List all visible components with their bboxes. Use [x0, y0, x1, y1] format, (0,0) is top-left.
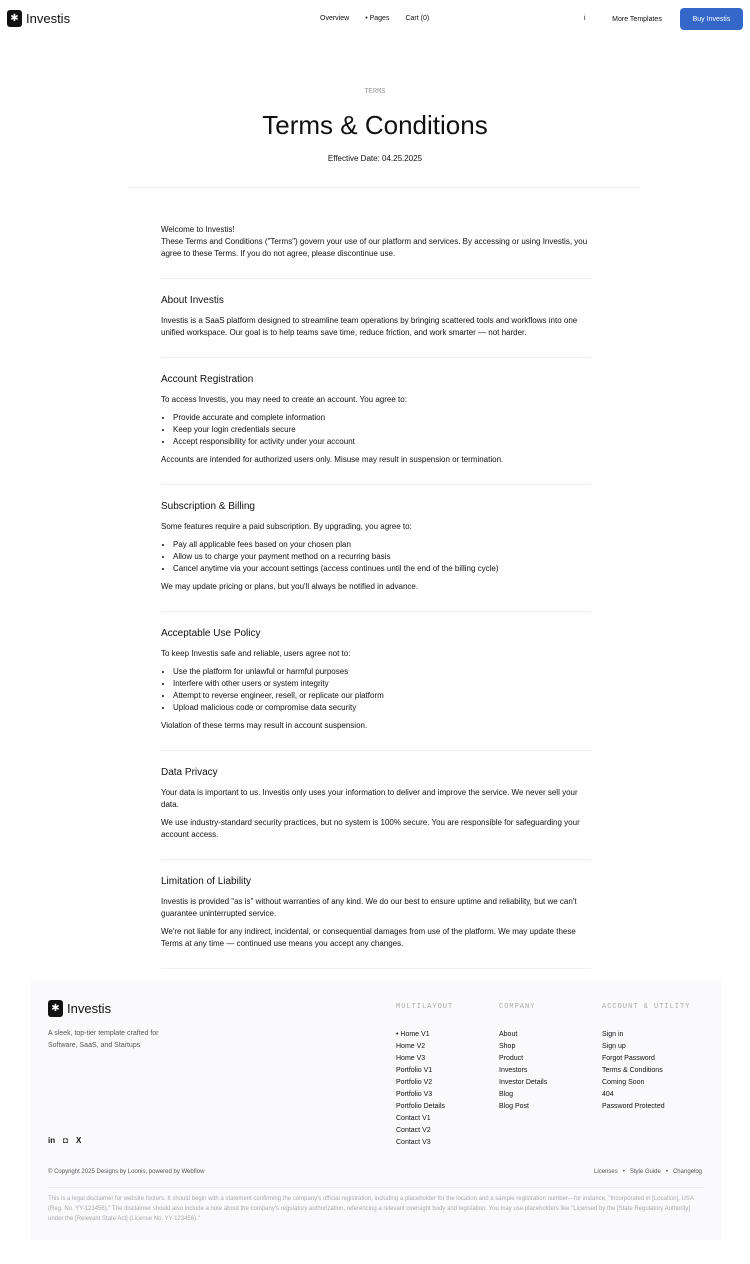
- list-item: • Attempt to reverse engineer, resell, or replicate our platform: [173, 690, 591, 702]
- footer-link-label: Contact V2: [396, 1127, 431, 1134]
- footer-column: [602, 1001, 690, 1113]
- section-lead: To access Investis, you may need to create an account. You agree to:: [161, 395, 407, 404]
- section-title: Limitation of Liability: [161, 876, 252, 887]
- list-item: • Provide accurate and complete information: [173, 412, 591, 424]
- nav-overview[interactable]: Overview: [320, 15, 350, 22]
- footer-link-label: Blog Post: [499, 1103, 529, 1110]
- section-paragraph: Investis is provided "as is" without warranties of any kind. We do our best to ensure uptime and reliability, but we can't guarantee uninterrupted service.: [161, 897, 577, 918]
- terms-section: [161, 485, 591, 612]
- section-title: Data Privacy: [161, 767, 218, 778]
- footer-link-label: Home V3: [396, 1055, 426, 1062]
- list-item: • Interfere with other users or system integrity: [173, 678, 591, 690]
- footer-link[interactable]: [602, 1089, 690, 1101]
- footer-link-label: Forgot Password: [602, 1055, 655, 1062]
- terms-content: [150, 224, 602, 969]
- info-button[interactable]: i: [584, 15, 586, 22]
- list-item: • Use the platform for unlawful or harmful purposes: [173, 666, 591, 678]
- section-paragraph: Investis is a SaaS platform designed to streamline team operations by bringing scattered tools and workflows into one unified workspace. Our goal is to help teams save time, reduce friction, and work smarter — not harder.: [161, 316, 578, 337]
- footer-link[interactable]: [602, 1041, 690, 1053]
- legal-links: [594, 1169, 702, 1175]
- footer-link-label: About: [499, 1031, 518, 1038]
- x-icon[interactable]: X: [75, 1136, 82, 1145]
- footer-link[interactable]: [396, 1125, 453, 1137]
- licenses-link[interactable]: Licenses: [594, 1169, 618, 1175]
- terms-section: [161, 358, 591, 485]
- section-note: Accounts are intended for authorized users only. Misuse may result in suspension or termination.: [161, 455, 504, 464]
- list-item: • Pay all applicable fees based on your chosen plan: [173, 539, 591, 551]
- section-note: Violation of these terms may result in account suspension.: [161, 721, 368, 730]
- top-nav: [0, 0, 750, 38]
- footer-link-label: Blog: [499, 1091, 514, 1098]
- footer-link[interactable]: [396, 1077, 453, 1089]
- section-paragraph: We're not liable for any indirect, incidental, or consequential damages from use of the platform. We may update these Terms at any time — continued use means you accept any changes.: [161, 927, 576, 948]
- terms-section: [161, 751, 591, 860]
- footer-link-label: Terms & Conditions: [602, 1067, 663, 1074]
- instagram-icon[interactable]: ◘: [63, 1136, 68, 1145]
- footer-link[interactable]: [499, 1029, 547, 1041]
- list-item: • Upload malicious code or compromise data security: [173, 702, 591, 714]
- footer-link-label: Contact V3: [396, 1139, 431, 1146]
- footer-link[interactable]: [499, 1101, 547, 1113]
- section-title: Acceptable Use Policy: [161, 628, 261, 639]
- welcome: Welcome to Investis!: [161, 225, 235, 234]
- footer-link-label: Home V2: [396, 1043, 426, 1050]
- footer-link[interactable]: [396, 1089, 453, 1101]
- list-item: • Allow us to charge your payment method on a recurring basis: [173, 551, 591, 563]
- brand-name: Investis: [26, 11, 71, 26]
- intro-text: These Terms and Conditions ("Terms") govern your use of our platform and services. By accessing or using Investis, you agree to these Terms. If you do not agree, please discontinue use.: [161, 237, 588, 258]
- footer-link[interactable]: [602, 1029, 690, 1041]
- footer-link[interactable]: [602, 1065, 690, 1077]
- section-title: Account Registration: [161, 374, 254, 385]
- footer: [30, 980, 722, 1240]
- list-item: • Accept responsibility for activity under your account: [173, 436, 591, 448]
- footer-link[interactable]: [396, 1065, 453, 1077]
- terms-section: [161, 612, 591, 751]
- footer-link-label: Sign in: [602, 1031, 624, 1038]
- social-links: [48, 1136, 81, 1145]
- footer-column-title: MULTILAYOUT: [396, 1003, 454, 1011]
- footer-link[interactable]: [396, 1113, 453, 1125]
- buy-button[interactable]: Buy Investis: [680, 8, 743, 30]
- changelog-link[interactable]: Changelog: [672, 1169, 702, 1175]
- footer-column: [499, 1001, 547, 1113]
- section-lead: To keep Investis safe and reliable, users agree not to:: [161, 649, 351, 658]
- footer-link-label: Product: [499, 1055, 524, 1062]
- section-list: [173, 412, 591, 448]
- footer-link-label: Portfolio V1: [396, 1067, 433, 1074]
- terms-section: [161, 860, 591, 969]
- footer-link-label: Investors: [499, 1067, 528, 1074]
- effective-date: Effective Date: 04.25.2025: [327, 154, 423, 163]
- footer-link-label: Home V1: [400, 1031, 430, 1038]
- footer-link-label: Password Protected: [602, 1103, 665, 1110]
- section-paragraph: Your data is important to us. Investis only uses your information to deliver and improve the service. We never sell your data.: [161, 788, 578, 809]
- logo-icon: ✱: [48, 1000, 63, 1017]
- footer-link[interactable]: [499, 1053, 547, 1065]
- footer-link-label: Contact V1: [396, 1115, 431, 1122]
- nav-pages[interactable]: • Pages: [365, 15, 390, 22]
- list-item: • Keep your login credentials secure: [173, 424, 591, 436]
- footer-divider: [48, 1187, 704, 1188]
- terms-section: [161, 279, 591, 358]
- welcome-text: [161, 224, 591, 260]
- footer-link[interactable]: [602, 1101, 690, 1113]
- footer-link[interactable]: [499, 1041, 547, 1053]
- footer-link[interactable]: [396, 1137, 453, 1149]
- section-note: We may update pricing or plans, but you'll always be notified in advance.: [161, 582, 419, 591]
- footer-link[interactable]: • Home V1: [396, 1031, 430, 1038]
- footer-link[interactable]: [396, 1101, 453, 1113]
- eyebrow: TERMS: [364, 88, 386, 96]
- style-guide-link[interactable]: Style Guide: [629, 1169, 661, 1175]
- section-title: About Investis: [161, 295, 224, 306]
- footer-column: [396, 1001, 453, 1149]
- linkedin-icon[interactable]: in: [48, 1136, 56, 1145]
- nav-cart[interactable]: Cart (0): [405, 15, 430, 22]
- footer-tagline: A sleek, top-tier template crafted for Software, SaaS, and Startups: [48, 1030, 159, 1049]
- footer-column-title: ACCOUNT & UTILITY: [602, 1003, 691, 1011]
- footer-link-label: Portfolio Details: [396, 1103, 446, 1110]
- copyright: © Copyright 2025 Designs by Loonis, powered by Webflow: [48, 1169, 205, 1175]
- section-lead: Some features require a paid subscription. By upgrading, you agree to:: [161, 522, 412, 531]
- footer-link[interactable]: [499, 1065, 547, 1077]
- footer-link-label: Investor Details: [499, 1079, 548, 1086]
- footer-link[interactable]: [499, 1089, 547, 1101]
- section-list: [173, 539, 591, 575]
- dot: •: [622, 1169, 625, 1175]
- footer-link[interactable]: [602, 1053, 690, 1065]
- nav-pages-label: Pages: [369, 15, 390, 22]
- logo-icon: ✱: [7, 10, 22, 27]
- footer-link-label: Coming Soon: [602, 1079, 645, 1086]
- list-item: • Cancel anytime via your account settings (access continues until the end of the billing cycle): [173, 563, 591, 575]
- footer-logo[interactable]: [48, 1000, 111, 1017]
- intro-section: [161, 224, 591, 279]
- footer-link-label: Sign up: [602, 1043, 626, 1050]
- footer-link[interactable]: [602, 1077, 690, 1089]
- section-paragraph: We use industry-standard security practices, but no system is 100% secure. You are responsible for safeguarding your account access.: [161, 818, 580, 839]
- footer-link[interactable]: [396, 1053, 453, 1065]
- disclaimer: This is a legal disclaimer for website footers. It should begin with a statement confirming the company's official registration, including a placeholder for the location and a sample registration number—for instance, "Incorporated in [Location], USA (Reg. No. YY-123456)." The disclaimer should also include a note about the company's regulatory authorization, referencing a relevant oversight body and legislation. You may use placeholders like "Licensed by the [State Regulatory Authority] under the [Relevant State Act] (License No. YY-123456).": [48, 1196, 694, 1222]
- more-templates-button[interactable]: More Templates: [612, 15, 662, 23]
- divider: [128, 187, 640, 188]
- page-title: Terms & Conditions: [262, 110, 488, 140]
- footer-link-label: Portfolio V3: [396, 1091, 433, 1098]
- footer-column-title: COMPANY: [499, 1003, 536, 1011]
- section-list: [173, 666, 591, 714]
- footer-link[interactable]: [396, 1041, 453, 1053]
- brand-logo[interactable]: [7, 10, 70, 27]
- footer-link[interactable]: [499, 1077, 547, 1089]
- footer-brand: Investis: [67, 1001, 112, 1016]
- section-title: Subscription & Billing: [161, 501, 255, 512]
- footer-link-label: 404: [602, 1091, 614, 1098]
- footer-link-label: Shop: [499, 1043, 516, 1050]
- footer-link-label: Portfolio V2: [396, 1079, 433, 1086]
- dot: •: [665, 1169, 668, 1175]
